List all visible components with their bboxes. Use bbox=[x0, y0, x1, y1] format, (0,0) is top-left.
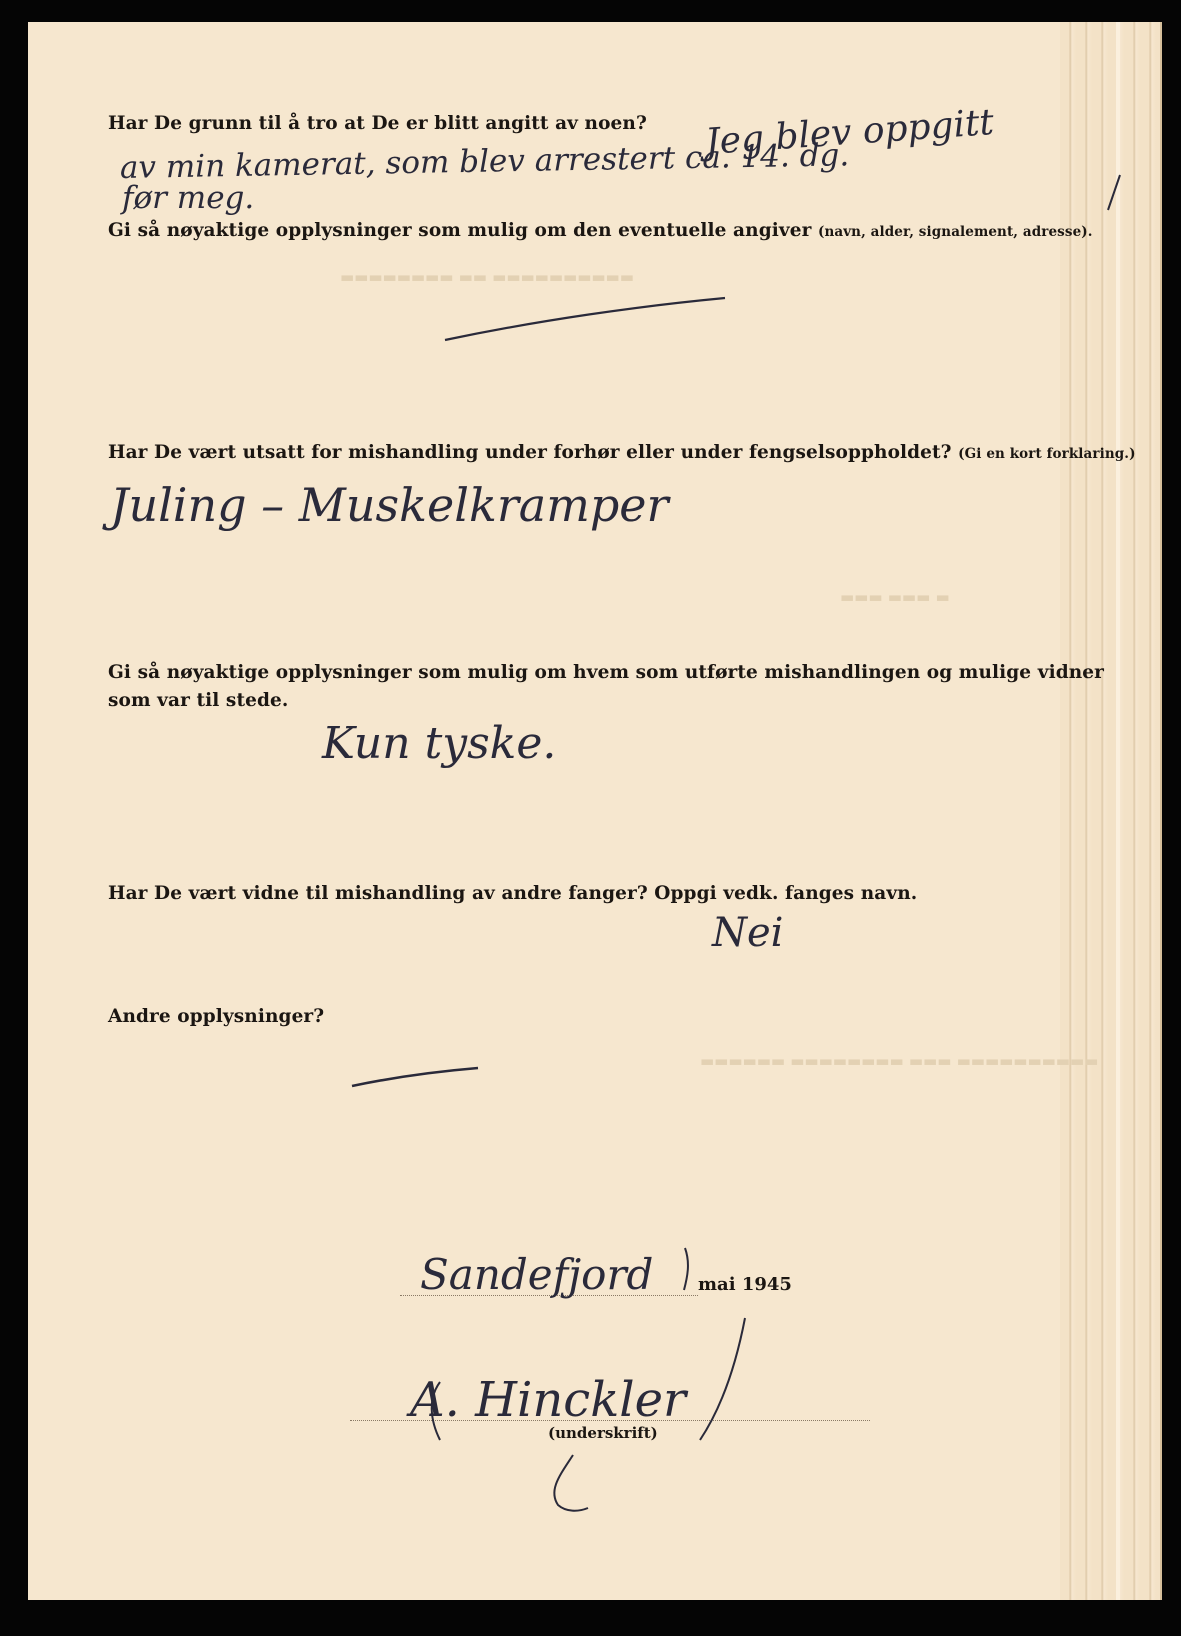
handwritten-answer-angitt-line3: før meg. bbox=[122, 180, 255, 216]
question-angiver-text: Gi så nøyaktige opplysninger som mulig om den eventuelle angiver bbox=[108, 220, 812, 241]
handwritten-answer-vidne: Nei bbox=[712, 910, 784, 956]
bleed-through-text: ▬▬▬ ▬▬▬ ▬ bbox=[840, 588, 950, 606]
date-suffix: mai 1945 bbox=[698, 1274, 792, 1295]
bleed-through-text: ▬▬▬▬▬▬▬▬ ▬▬ ▬▬▬▬▬▬▬▬▬▬ bbox=[340, 268, 634, 286]
pen-dash-andre bbox=[352, 1068, 478, 1086]
question-utforte-line2: som var til stede. bbox=[108, 690, 289, 711]
handwritten-answer-mishandling: Juling – Muskelkramper bbox=[110, 478, 669, 532]
bleed-through-text: ▬▬▬▬▬▬ ▬▬▬▬▬▬▬▬ ▬▬▬ ▬▬▬▬▬▬▬▬▬▬ bbox=[700, 1052, 1099, 1070]
question-mishandling-note: (Gi en kort forklaring.) bbox=[958, 446, 1136, 462]
question-angitt: Har De grunn til å tro at De er blitt angitt av noen? bbox=[108, 113, 647, 134]
question-utforte-line1: Gi så nøyaktige opplysninger som mulig om hvem som utførte mishandlingen og mulige vidner bbox=[108, 662, 1105, 683]
question-vidne: Har De vært vidne til mishandling av andre fanger? Oppgi vedk. fanges navn. bbox=[108, 883, 918, 904]
pen-dash-angiver bbox=[445, 298, 725, 340]
pen-flourish-signature-upper bbox=[700, 1318, 745, 1440]
handwritten-signature: A. Hinckler bbox=[410, 1372, 686, 1428]
question-andre-opplysninger: Andre opplysninger? bbox=[108, 1006, 325, 1027]
pen-flourish-signature-lower bbox=[554, 1455, 588, 1511]
question-mishandling-text: Har De vært utsatt for mishandling under forhør eller under fengselsoppholdet? bbox=[108, 442, 952, 463]
handwritten-place: Sandefjord bbox=[420, 1250, 654, 1299]
pen-flourish-signature-left bbox=[432, 1382, 440, 1440]
pen-flourish-q1 bbox=[1108, 175, 1120, 210]
signature-label: (underskrift) bbox=[548, 1424, 658, 1442]
question-angiver-note: (navn, alder, signalement, adresse). bbox=[817, 224, 1093, 240]
handwritten-answer-angitt-line1: Jeg blev oppgitt bbox=[703, 101, 996, 164]
pen-flourish-place bbox=[684, 1248, 688, 1290]
handwritten-answer-angitt-line2: av min kamerat, som blev arrestert ca. 14. dg. bbox=[119, 137, 850, 186]
handwritten-answer-utforte: Kun tyske. bbox=[322, 718, 557, 769]
